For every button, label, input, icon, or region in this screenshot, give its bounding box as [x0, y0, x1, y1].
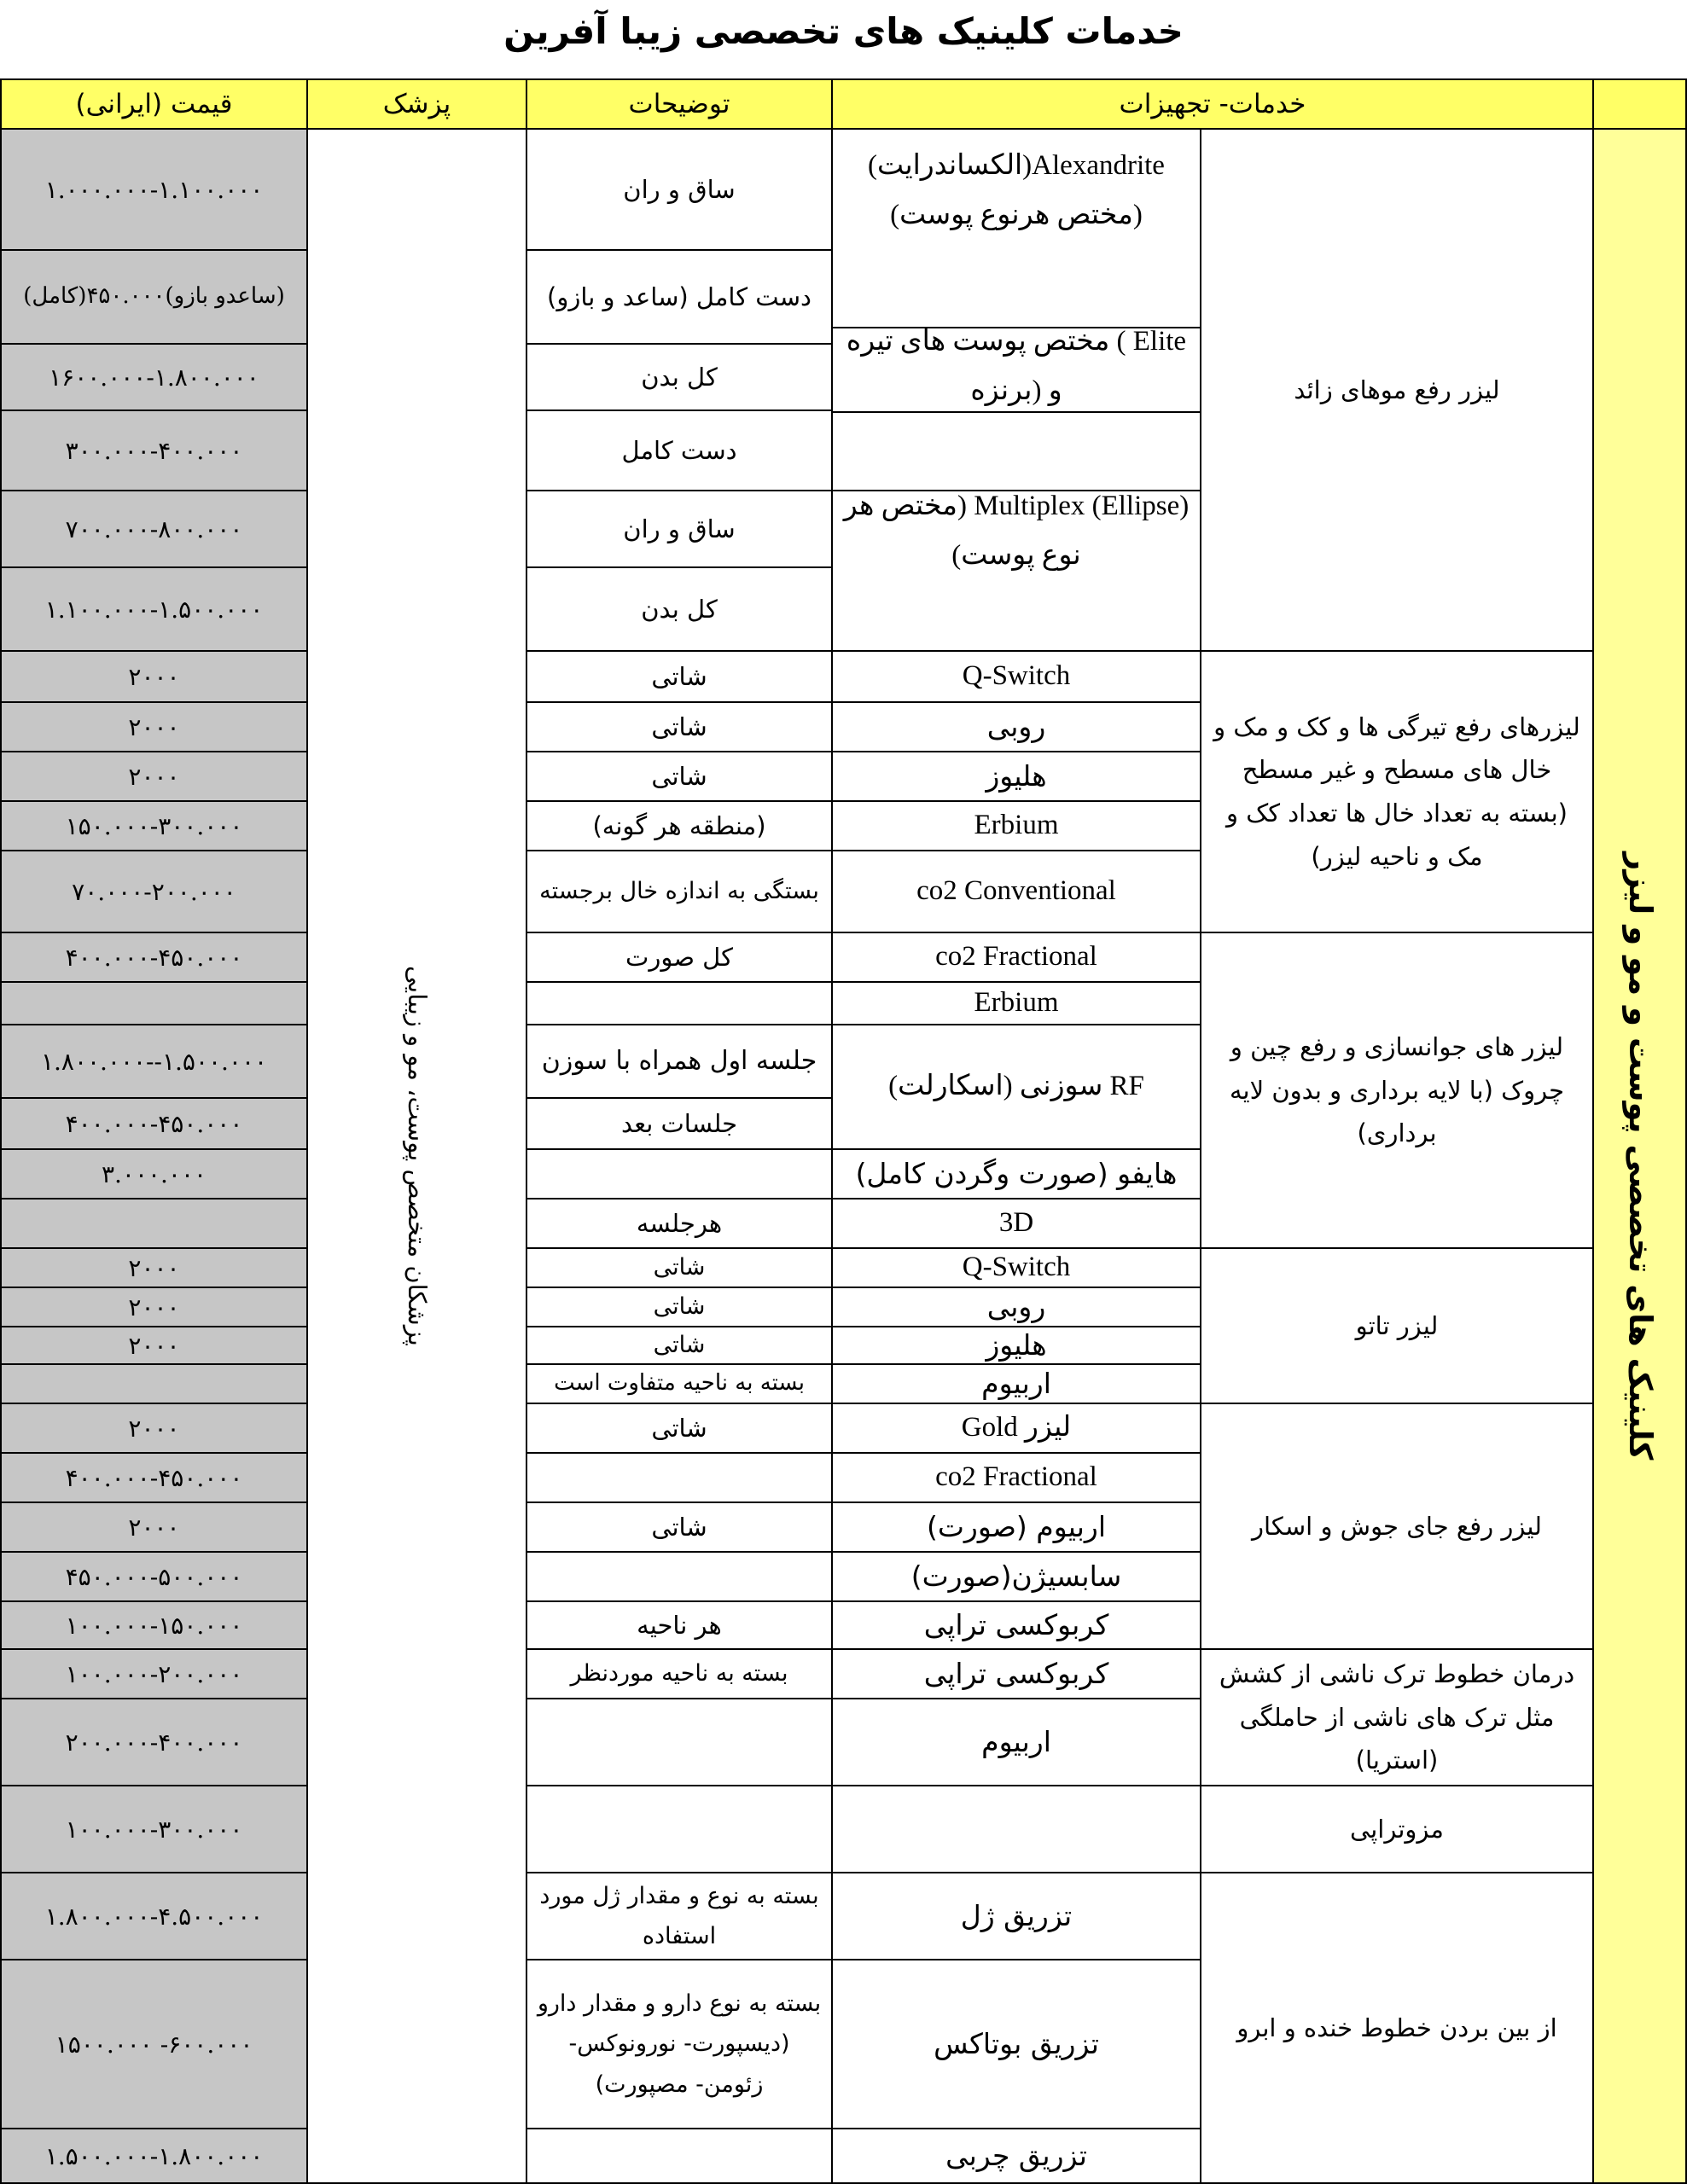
row-price — [0, 1198, 308, 1249]
row-desc: شاتی — [526, 1287, 833, 1327]
service-pigment: لیزرهای رفع تیرگی ها و کک و مک و خال های مسطح و غیر مسطح (بسته به تعداد خال ها تعداد کک و مک و ناحیه لیزر) — [1200, 650, 1594, 933]
row-desc: کل صورت — [526, 932, 833, 983]
row-price: ۱۰۰.۰۰۰-۳۰۰.۰۰۰ — [0, 1785, 308, 1873]
row-price: ۷۰.۰۰۰-۲۰۰.۰۰۰ — [0, 850, 308, 933]
equip-subcision: سابسیژن(صورت) — [831, 1551, 1201, 1602]
page-title: خدمات کلینیک های تخصصی زیبا آفرین — [503, 10, 1184, 52]
clinic-sidebar — [1592, 128, 1687, 2184]
equip-carboxy-2: کربوکسی تراپی — [831, 1648, 1201, 1699]
row-desc: بسته به ناحیه متفاوت است — [526, 1363, 833, 1404]
row-desc — [526, 1551, 833, 1602]
row-price: ۱.۰۰۰.۰۰۰-۱.۱۰۰.۰۰۰ — [0, 128, 308, 251]
row-desc: شاتی — [526, 650, 833, 703]
row-desc — [526, 1452, 833, 1503]
equip-hifu: هایفو (صورت وگردن کامل) — [831, 1148, 1201, 1199]
header-equipment: خدمات- تجهیزات — [831, 78, 1594, 130]
row-price: ۳۰۰.۰۰۰-۴۰۰.۰۰۰ — [0, 410, 308, 491]
row-price: ۷۰۰.۰۰۰-۸۰۰.۰۰۰ — [0, 490, 308, 568]
row-price: ۲۰۰۰ — [0, 1502, 308, 1553]
row-price — [0, 981, 308, 1025]
row-desc: شاتی — [526, 1326, 833, 1365]
row-desc — [526, 2128, 833, 2184]
row-desc: بسته به نوع و مقدار ژل مورد استفاده — [526, 1872, 833, 1960]
row-desc: کل بدن — [526, 566, 833, 652]
row-price: ۴۰۰.۰۰۰-۴۵۰.۰۰۰ — [0, 1452, 308, 1503]
equip-gold-laser: لیزر Gold — [831, 1403, 1201, 1454]
row-desc — [526, 1148, 833, 1199]
doctor-label: پزشکان متخصص پوست، مو و زیبایی — [402, 966, 432, 1346]
equip-botox: تزریق بوتاکس — [831, 1959, 1201, 2129]
row-price: ۱.۱۰۰.۰۰۰-۱.۵۰۰.۰۰۰ — [0, 566, 308, 652]
equip-3d: 3D — [831, 1198, 1201, 1249]
row-price: ۴۰۰.۰۰۰-۴۵۰.۰۰۰ — [0, 1097, 308, 1150]
row-price — [0, 1363, 308, 1404]
row-price: ۲۰۰۰ — [0, 1247, 308, 1288]
row-price: ۳.۰۰۰.۰۰۰ — [0, 1148, 308, 1199]
row-price: ۲۰۰۰ — [0, 650, 308, 703]
row-desc: ساق و ران — [526, 490, 833, 568]
service-acne-scar: لیزر رفع جای جوش و اسکار — [1200, 1403, 1594, 1650]
row-price: ۱۰۰.۰۰۰-۲۰۰.۰۰۰ — [0, 1648, 308, 1699]
equip-carboxy: کربوکسی تراپی — [831, 1600, 1201, 1650]
equip-helios: هلیوز — [831, 751, 1201, 802]
row-price: ۱.۵۰۰.۰۰۰--۱.۸۰۰.۰۰۰ — [0, 1024, 308, 1099]
row-desc: جلسه اول همراه با سوزن — [526, 1024, 833, 1099]
row-price: ۱۶۰۰.۰۰۰-۱.۸۰۰.۰۰۰ — [0, 343, 308, 411]
row-price: ۲۰۰۰ — [0, 701, 308, 752]
row-price: ۱.۸۰۰.۰۰۰-۴.۵۰۰.۰۰۰ — [0, 1872, 308, 1960]
equip-qswitch-2: Q-Switch — [831, 1247, 1201, 1288]
row-desc — [526, 1698, 833, 1786]
equip-co2-conventional: co2 Conventional — [831, 850, 1201, 933]
row-price: (ساعدو بازو)۴۵۰.۰۰۰(کامل) — [0, 249, 308, 345]
header-corner-cell — [1592, 78, 1687, 130]
row-desc: کل بدن — [526, 343, 833, 411]
service-tattoo: لیزر تاتو — [1200, 1247, 1594, 1404]
service-wrinkle-lines: از بین بردن خطوط خنده و ابرو — [1200, 1872, 1594, 2184]
equip-co2-fractional-2: co2 Fractional — [831, 1452, 1201, 1503]
row-price: ۱.۵۰۰.۰۰۰-۱.۸۰۰.۰۰۰ — [0, 2128, 308, 2184]
service-hair-removal: لیزر رفع موهای زائد — [1200, 128, 1594, 652]
row-price: ۲۰۰۰ — [0, 1403, 308, 1454]
service-rejuvenation: لیزر های جوانسازی و رفع چین و چروک (با لایه برداری و بدون لایه برداری) — [1200, 932, 1594, 1249]
service-stretch-marks: درمان خطوط ترک ناشی از کشش مثل ترک های ناشی از حاملگی (استریا) — [1200, 1648, 1594, 1786]
row-price: ۴۵۰.۰۰۰-۵۰۰.۰۰۰ — [0, 1551, 308, 1602]
row-desc: شاتی — [526, 751, 833, 802]
row-price: ۲۰۰۰ — [0, 1287, 308, 1327]
header-description: توضیحات — [526, 78, 833, 130]
row-desc — [526, 1785, 833, 1873]
equip-ruby-2: روبی — [831, 1287, 1201, 1327]
equip-erbium-fa: اربیوم — [831, 1363, 1201, 1404]
row-desc: هرجلسه — [526, 1198, 833, 1249]
row-desc — [526, 981, 833, 1025]
equip-multiplex: Multiplex (Ellipse) (مختص هر نوع پوست) — [831, 411, 1201, 652]
row-desc: بسته به نوع دارو و مقدار دارو (دیسپورت- نورونوکس- زئومن- مصپورت) — [526, 1959, 833, 2129]
doctor-column — [306, 128, 527, 2184]
row-price: ۴۰۰.۰۰۰-۴۵۰.۰۰۰ — [0, 932, 308, 983]
row-desc: (منطقه هر گونه) — [526, 800, 833, 851]
row-desc: شاتی — [526, 1403, 833, 1454]
service-mesotherapy: مزوتراپی — [1200, 1785, 1594, 1873]
row-price: ۱۰۰.۰۰۰-۱۵۰.۰۰۰ — [0, 1600, 308, 1650]
price-table — [0, 78, 1687, 2184]
equip-elite: Elite ) مختص پوست های تیره و (برنزه — [831, 275, 1201, 491]
row-price: ۱۵۰.۰۰۰-۳۰۰.۰۰۰ — [0, 800, 308, 851]
row-desc: شاتی — [526, 701, 833, 752]
equip-erbium-2: Erbium — [831, 981, 1201, 1025]
row-price: ۲۰۰۰ — [0, 751, 308, 802]
row-desc: بستگی به اندازه خال برجسته — [526, 850, 833, 933]
row-desc: شاتی — [526, 1502, 833, 1553]
equip-erbium: Erbium — [831, 800, 1201, 851]
equip-co2-fractional: co2 Fractional — [831, 932, 1201, 983]
row-price: ۲۰۰.۰۰۰-۴۰۰.۰۰۰ — [0, 1698, 308, 1786]
row-price: ۶۰۰.۰۰۰- ۱۵۰۰.۰۰۰ — [0, 1959, 308, 2129]
row-desc: شاتی — [526, 1247, 833, 1288]
header-price: قیمت (ایرانی) — [0, 78, 308, 130]
equip-erbium-fa-2: اربیوم — [831, 1698, 1201, 1786]
equip-gel-injection: تزریق ژل — [831, 1872, 1201, 1960]
equip-helios-2: هلیوز — [831, 1326, 1201, 1365]
equip-empty-meso — [831, 1785, 1201, 1873]
row-desc: ساق و ران — [526, 128, 833, 251]
row-desc: دست کامل (ساعد و بازو) — [526, 249, 833, 345]
equip-fat-injection: تزریق چربی — [831, 2128, 1201, 2184]
clinic-sidebar-label: کلینیک های تخصصی پوست و مو و لیزر — [1621, 851, 1659, 1461]
equip-qswitch: Q-Switch — [831, 650, 1201, 703]
equip-erbium-face: اربیوم (صورت) — [831, 1502, 1201, 1553]
header-doctor: پزشک — [306, 78, 527, 130]
equip-ruby: روبی — [831, 701, 1201, 752]
row-desc: بسته به ناحیه مورد‌نظر — [526, 1648, 833, 1699]
equip-rf-scarlet: RF سوزنی (اسکارلت) — [831, 1024, 1201, 1150]
equip-alexandrite: Alexandrite(الکساندرایت) (مختص هرنوع پوست) — [831, 128, 1201, 328]
row-price: ۲۰۰۰ — [0, 1326, 308, 1365]
row-desc: هر ناحیه — [526, 1600, 833, 1650]
row-desc: جلسات بعد — [526, 1097, 833, 1150]
row-desc: دست کامل — [526, 410, 833, 491]
